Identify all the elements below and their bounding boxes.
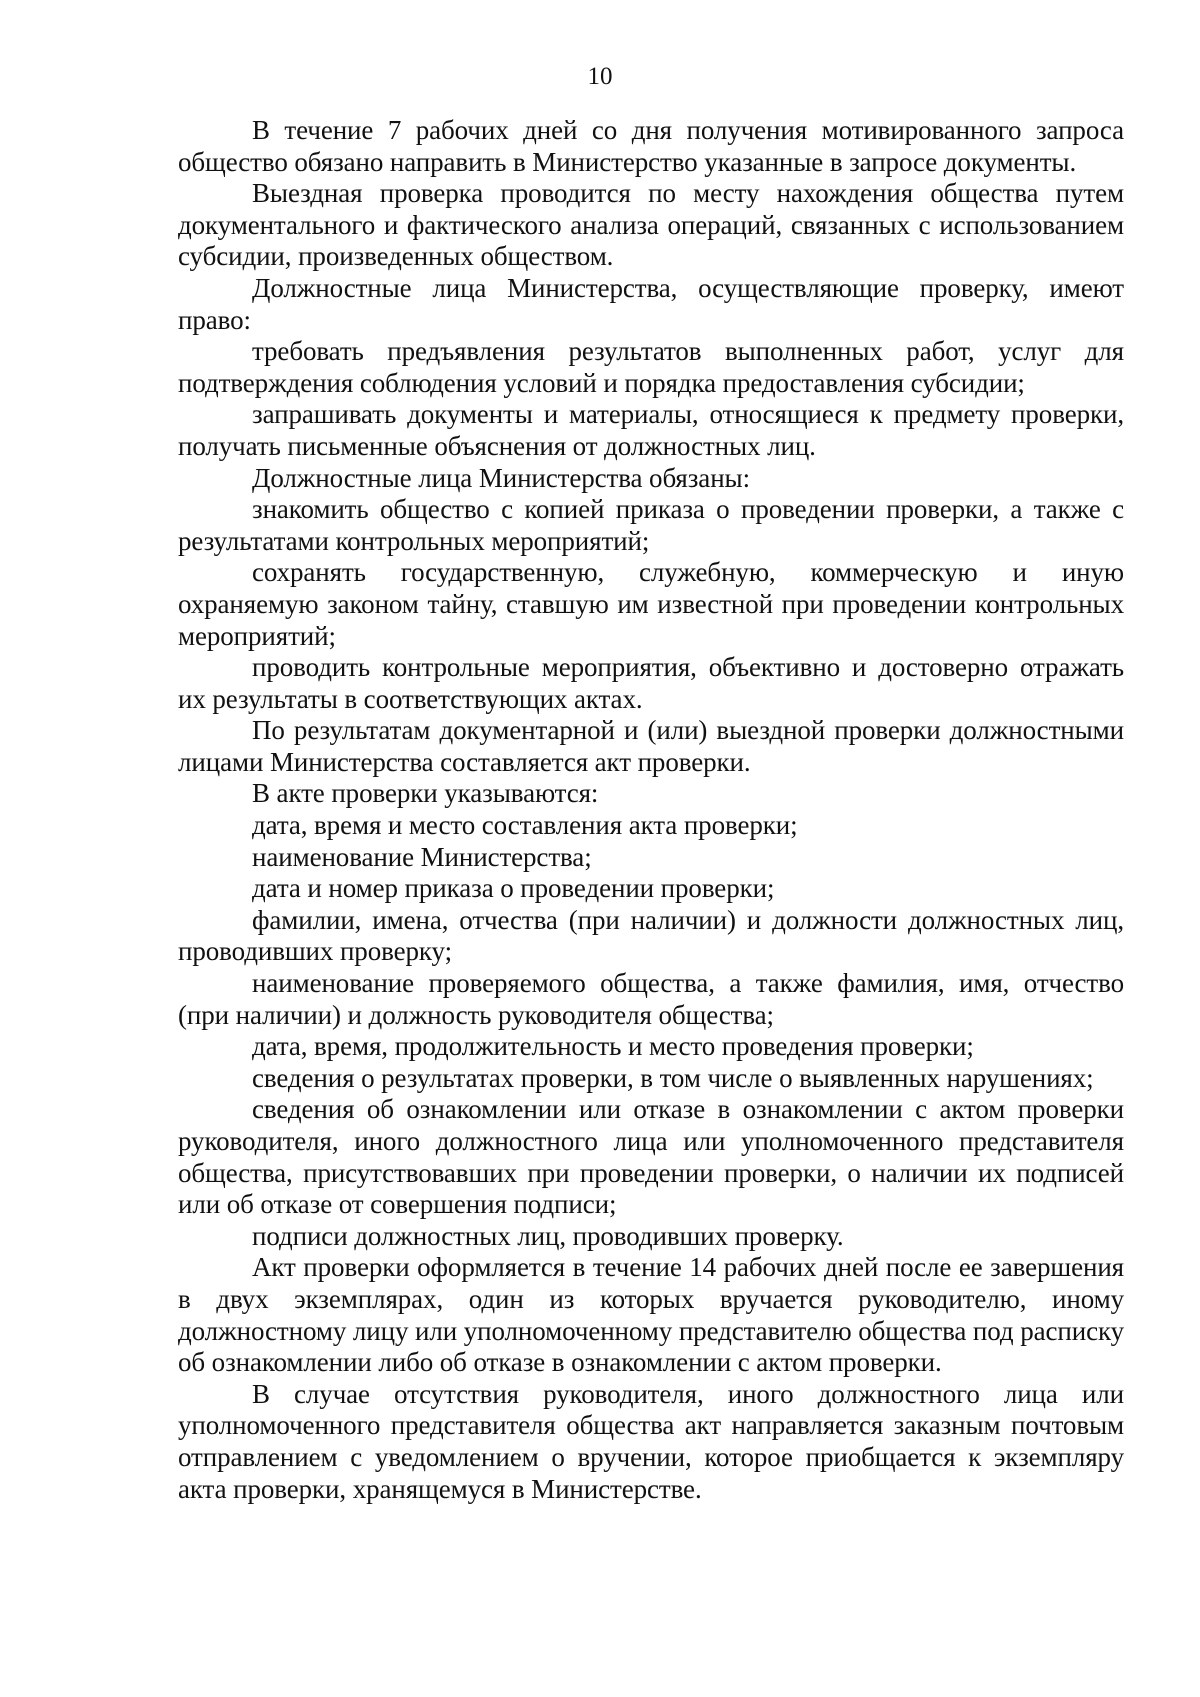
paragraph: В течение 7 рабочих дней со дня получения мотивированного запроса общество обязано направить в Министерство указанные в запросе документы. (178, 115, 1124, 177)
document-body (178, 115, 1124, 1505)
paragraph: знакомить общество с копией приказа о проведении проверки, а также с результатами контрольных мероприятий; (178, 494, 1124, 556)
paragraph: В случае отсутствия руководителя, иного должностного лица или уполномоченного представителя общества акт направляется заказным почтовым отправлением с уведомлением о вручении, которое приобщается к экземпляру акта проверки, хранящемуся в Министерстве. (178, 1378, 1124, 1504)
paragraph: сведения о результатах проверки, в том числе о выявленных нарушениях; (252, 1062, 1094, 1093)
paragraph: Выездная проверка проводится по месту нахождения общества путем документального и фактического анализа операций, связанных с использованием субсидии, произведенных обществом. (178, 178, 1124, 272)
paragraph: По результатам документарной и (или) выездной проверки должностными лицами Министерства составляется акт проверки. (178, 715, 1124, 777)
paragraph: В акте проверки указываются: (252, 778, 599, 809)
paragraph: Должностные лица Министерства обязаны: (252, 462, 750, 493)
paragraph: Акт проверки оформляется в течение 14 рабочих дней после ее завершения в двух экземплярах, один из которых вручается руководителю, иному должностному лицу или уполномоченному представителю общества под расписку об ознакомлении либо об отказе в ознакомлении с актом проверки. (178, 1252, 1124, 1378)
paragraph: требовать предъявления результатов выполненных работ, услуг для подтверждения соблюдения условий и порядка предоставления субсидии; (178, 336, 1124, 398)
paragraph: наименование проверяемого общества, а также фамилия, имя, отчество (при наличии) и должность руководителя общества; (178, 968, 1124, 1030)
paragraph: дата, время и место составления акта проверки; (252, 810, 798, 841)
paragraph: запрашивать документы и материалы, относящиеся к предмету проверки, получать письменные объяснения от должностных лиц. (178, 399, 1124, 461)
paragraph: сохранять государственную, служебную, коммерческую и иную охраняемую законом тайну, ставшую им известной при проведении контрольных мероприятий; (178, 557, 1124, 651)
paragraph: сведения об ознакомлении или отказе в ознакомлении с актом проверки руководителя, иного должностного лица или уполномоченного представителя общества, присутствовавших при проведении проверки, о наличии их подписей или об отказе от совершения подписи; (178, 1094, 1124, 1220)
page-number: 10 (587, 63, 613, 90)
paragraph: наименование Министерства; (252, 841, 592, 872)
paragraph: Должностные лица Министерства, осуществляющие проверку, имеют право: (178, 272, 1124, 335)
paragraph: фамилии, имена, отчества (при наличии) и должности должностных лиц, проводивших проверку; (178, 904, 1124, 967)
paragraph: подписи должностных лиц, проводивших проверку. (252, 1220, 844, 1251)
paragraph: проводить контрольные мероприятия, объективно и достоверно отражать их результаты в соответствующих актах. (178, 652, 1124, 714)
paragraph: дата, время, продолжительность и место проведения проверки; (252, 1031, 974, 1062)
paragraph: дата и номер приказа о проведении проверки; (252, 873, 775, 904)
